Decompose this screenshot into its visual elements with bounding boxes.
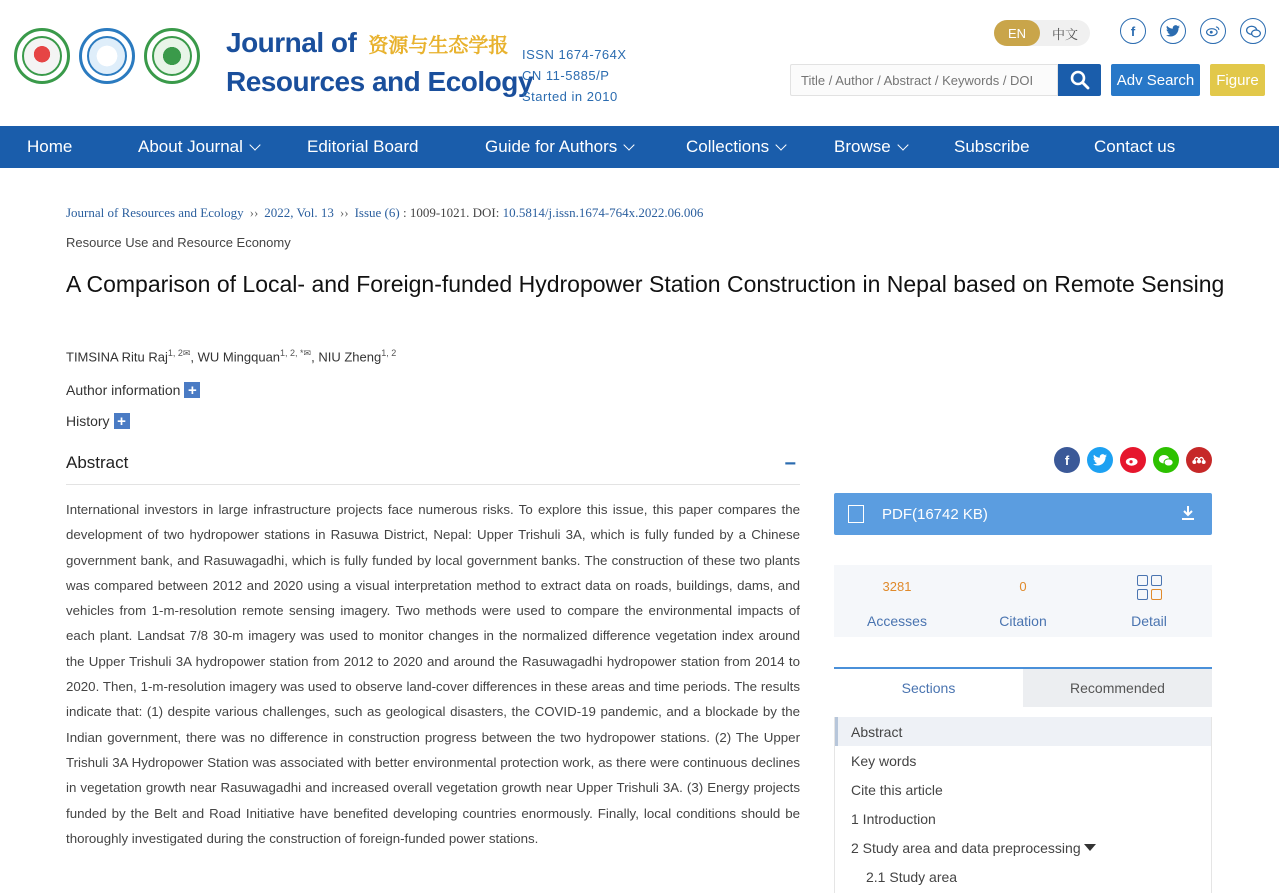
section-item-expandable[interactable] [835,833,1211,862]
journal-title[interactable] [226,26,533,99]
section-list [834,717,1212,893]
header-social-links [1120,18,1266,44]
article-metrics [834,565,1212,637]
search-button[interactable] [1058,64,1101,96]
weibo-icon[interactable] [1200,18,1226,44]
nav-subscribe[interactable] [954,126,1030,168]
section-item-label: 2 Study area and data preprocessing [851,839,1081,856]
plus-icon[interactable]: + [184,382,200,398]
site-header [0,0,1279,126]
weibo-share-icon[interactable] [1120,447,1146,473]
lang-cn-button[interactable]: 中文 [1051,26,1078,42]
nav-collections-label: Collections [686,137,770,156]
cn-text: CN 11-5885/P [522,68,610,83]
nav-contact-us[interactable] [1094,126,1175,168]
language-switch[interactable] [994,20,1090,46]
nav-about-label: About Journal [138,137,243,156]
nav-home[interactable] [27,126,72,168]
author-name[interactable]: NIU Zheng [318,349,382,365]
facebook-share-icon[interactable]: f [1054,447,1080,473]
wechat-share-icon[interactable] [1153,447,1179,473]
journal-title-line1: Journal of [226,27,357,58]
author-name[interactable]: TIMSINA Ritu Raj [66,349,168,365]
author-affiliation: 1, 2✉ [167,348,191,358]
logo-group [14,28,200,84]
nav-about-journal[interactable] [138,126,259,168]
nav-home-label: Home [27,137,73,156]
nav-subscribe-label: Subscribe [954,137,1030,156]
nav-collections[interactable] [686,126,785,168]
chevron-down-icon [249,139,260,150]
globe-logo[interactable] [144,28,200,84]
caret-down-icon[interactable] [1084,844,1096,851]
author-list: TIMSINA Ritu Raj$^{1, 2✉}$, WU Mingquan$^{1, 2, *✉}$, NIU Zheng$^{1, 2}$ [66,348,397,365]
collapse-icon[interactable]: − [784,453,796,475]
abstract-header [66,453,800,485]
section-item[interactable]: Cite this article [851,781,943,798]
issn-block [522,44,627,107]
tab-sections[interactable]: Sections [834,669,1023,707]
nav-guide-label: Guide for Authors [485,137,618,156]
facebook-icon[interactable]: f [1120,18,1146,44]
share-bar [1054,447,1212,473]
figure-button[interactable]: Figure [1210,64,1265,96]
accesses-stat[interactable] [834,565,960,629]
nav-editorial-label: Editorial Board [307,137,419,156]
abstract-heading: Abstract [66,453,129,472]
nav-contact-label: Contact us [1094,137,1176,156]
author-information-label: Author information [66,382,181,398]
society-logo[interactable] [79,28,135,84]
started-text: Started in 2010 [522,89,618,104]
author-affiliation: 1, 2 [381,348,397,358]
breadcrumb-volume-link[interactable]: 2022, Vol. 13 [264,205,334,220]
author-name[interactable]: WU Mingquan [197,349,281,365]
article-title: A Comparison of Local- and Foreign-funded Hydropower Station Construction in Nepal based on Remote Sensing [66,271,1225,297]
nav-browse-label: Browse [834,137,891,156]
nav-guide-for-authors[interactable] [485,126,633,168]
breadcrumb-issue-link[interactable]: Issue (6) [354,205,400,220]
breadcrumb-separator: ›› [249,205,259,220]
section-subitem[interactable]: 2.1 Study area [866,868,958,885]
search-icon [1070,70,1090,90]
nav-editorial-board[interactable] [307,126,419,168]
article-category: Resource Use and Resource Economy [66,235,291,250]
pdf-download-bar[interactable] [834,493,1212,535]
accesses-label: Accesses [867,613,927,629]
breadcrumb-journal-link[interactable]: Journal of Resources and Ecology [66,205,244,220]
twitter-icon[interactable] [1160,18,1186,44]
pdf-file-icon [848,505,864,523]
issn-text: ISSN 1674-764X [522,47,627,62]
adv-search-button[interactable]: Adv Search [1111,64,1200,96]
journal-title-line2: Resources and Ecology [226,66,533,97]
lang-en-button[interactable]: EN [994,20,1040,46]
history-label: History [66,413,110,429]
history-toggle[interactable] [66,413,130,429]
institute-logo[interactable] [14,28,70,84]
nav-browse[interactable] [834,126,907,168]
author-information-toggle[interactable] [66,382,200,398]
plus-icon[interactable]: + [114,413,130,429]
search-input[interactable] [790,64,1058,96]
breadcrumb-pages: : 1009-1021. [402,205,470,220]
detail-stat[interactable] [1086,565,1212,629]
section-item[interactable]: Abstract [835,717,1211,746]
doi-link[interactable]: 10.5814/j.issn.1674-764x.2022.06.006 [502,205,704,220]
chevron-down-icon [624,139,635,150]
twitter-share-icon[interactable] [1087,447,1113,473]
download-icon[interactable] [1180,505,1196,521]
wechat-icon[interactable] [1240,18,1266,44]
chevron-down-icon [775,139,786,150]
tab-recommended[interactable]: Recommended [1023,669,1212,707]
citation-label: Citation [999,613,1047,629]
citation-value: 0 [1019,579,1027,594]
doi-label: DOI: [472,205,500,220]
abstract-text: International investors in large infrastructure projects face numerous risks. To explore this issue, this paper compares the development of two hydropower stations in Rasuwa District, Nepal: Upper Trishuli 3A, which is fully funded by a Chinese government bank, and Rasuwagadhi, which is fully funded by local government banks. The construction of these two plants was compared between 2012 and 2020 using a visual interpretation method to extract data on roads, buildings, dams, and vehicles from 1-m-resolution remote sensing imagery. Two methods were used to compare the environmental impacts of each plant. Landsat 7/8 30-m imagery was used to monitor changes in the normalized difference vegetation index around the Upper Trishuli 3A hydropower station from 2012 to 2020 and around the Rasuwagadhi hydropower station from 2014 to 2020. Then, 1-m-resolution imagery was used to observe land-cover differences in these areas and time periods. The results indicate that: (1) despite various challenges, such as geological disasters, the COVID-19 pandemic, and a blockade by the Indian government, there was no difference in construction progress between the two hydropower stations. (2) The Upper Trishuli 3A Hydropower Station was associated with better environmental protection work, as there were continuous declines in vegetation growth near Rasuwagadhi and increased overall vegetation growth near Upper Trishuli 3A. (3) Energy projects funded by the Belt and Road Initiative have benefited developing countries enormously. Finally, local conditions should be thoroughly investigated during the construction of foreign-funded power stations. [66,502,800,846]
section-item[interactable]: Key words [851,752,917,769]
grid-icon [1137,575,1162,600]
chevron-down-icon [897,139,908,150]
pdf-label: PDF(16742 KB) [882,505,988,523]
breadcrumb-separator: ›› [339,205,349,220]
breadcrumb [66,205,703,221]
main-nav [0,126,1279,168]
journal-title-cn: 资源与生态学报 [368,35,509,57]
accesses-value: 3281 [882,579,912,594]
sidebar-tabs [834,667,1212,707]
detail-label: Detail [1131,613,1167,629]
mendeley-share-icon[interactable] [1186,447,1212,473]
section-item[interactable]: 1 Introduction [851,810,936,827]
citation-stat[interactable] [960,565,1086,629]
author-affiliation: 1, 2, *✉ [280,348,312,358]
